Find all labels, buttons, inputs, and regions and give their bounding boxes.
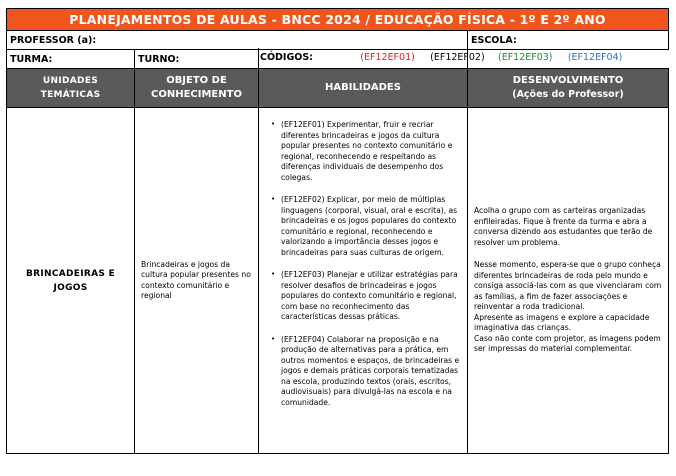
habilidade-item: • (EF12EF03) Planejar e utilizar estratégias para resolver desafios de brincadeiras e jogos populares do contexto comunitário e regional, com base no reconhecimento das características dessas práticas. [281, 270, 461, 323]
codigos-divider [258, 48, 259, 68]
habilidade-item: • (EF12EF02) Explicar, por meio de múltiplas linguagens (corporal, visual, oral e escrita), as brincadeiras e os jogos populares do contexto comunitário e regional, reconhecendo e valorizando a importância desses jogos e brincadeiras para suas culturas de origem. [281, 195, 461, 258]
code-ef12ef01: (EF12EF01) [360, 52, 415, 63]
escola-label: ESCOLA: [468, 31, 669, 50]
turno-label: TURNO: [135, 50, 468, 69]
col-header-desenv-line2: (Ações do Professor) [512, 89, 624, 100]
code-ef12ef02: (EF12EF02) [430, 52, 485, 63]
codigos-row [260, 48, 622, 67]
unidade-line1: BRINCADEIRAS E [25, 268, 116, 279]
col-header-objeto-line1: OBJETO DE [166, 75, 227, 86]
objeto-conhecimento-cell: Brincadeiras e jogos da cultura popular presentes no contexto comunitário e regional [135, 108, 259, 454]
desenvolvimento-paragraph: Nesse momento, espera-se que o grupo conheça diferentes brincadeiras de roda pelo mundo e consiga associá-las com as que vivenciaram com as famílias, a fim de fazer associações e reinventar a roda tradicional. [474, 260, 662, 312]
col-header-desenv-line1: DESENVOLVIMENTO [512, 75, 624, 86]
col-header-desenvolvimento [468, 69, 669, 108]
col-header-objeto [135, 69, 259, 108]
code-ef12ef04: (EF12EF04) [567, 52, 623, 63]
habilidade-item: • (EF12EF01) Experimentar, fruir e recriar diferentes brincadeiras e jogos da cultura popular presentes no contexto comunitário e regional, reconhecendo e respeitando as diferenças individuais de desempenho dos colegas. [281, 120, 461, 183]
col-header-unidades [7, 69, 135, 108]
code-ef12ef03: (EF12EF03) [497, 52, 553, 63]
col-header-objeto-line2: CONHECIMENTO [151, 89, 242, 100]
col-header-unidades-line2: TEMÁTICAS [40, 90, 101, 100]
habilidades-list [267, 120, 461, 408]
lesson-plan-table [6, 8, 669, 454]
habilidades-cell [259, 108, 468, 454]
page-title: PLANEJAMENTOS DE AULAS - BNCC 2024 / EDUCAÇÃO FÍSICA - 1º E 2º ANO [7, 9, 669, 31]
unidade-tematica-cell [7, 108, 135, 454]
col-header-unidades-line1: UNIDADES [42, 76, 99, 86]
desenvolvimento-paragraph: Acolha o grupo com as carteiras organizadas enfileiradas. Fique à frente da turma e abra a conversa dizendo aos estudantes que terão de resolver um problema. [474, 206, 653, 247]
desenvolvimento-paragraph: Caso não conte com projetor, as imagens podem ser impressas do material complementar. [474, 333, 661, 354]
codigos-label: CÓDIGOS: [260, 52, 313, 63]
desenvolvimento-cell [468, 108, 669, 454]
habilidade-item: • (EF12EF04) Colaborar na proposição e na produção de alternativas para a prática, em outros momentos e espaços, de brincadeiras e jogos e demais práticas corporais tematizadas na escola, produzindo textos (orais, escritos, audiovisuais) para divulgá-las na escola e na comunidade. [281, 335, 461, 409]
desenvolvimento-paragraph: Apresente as imagens e explore a capacidade imaginativa das crianças. [474, 312, 650, 333]
lesson-plan-sheet [6, 8, 668, 470]
turma-label: TURMA: [7, 50, 135, 69]
col-header-habilidades: HABILIDADES [259, 69, 468, 108]
professor-label: PROFESSOR (a): [7, 31, 468, 50]
unidade-line2: JOGOS [53, 282, 88, 293]
